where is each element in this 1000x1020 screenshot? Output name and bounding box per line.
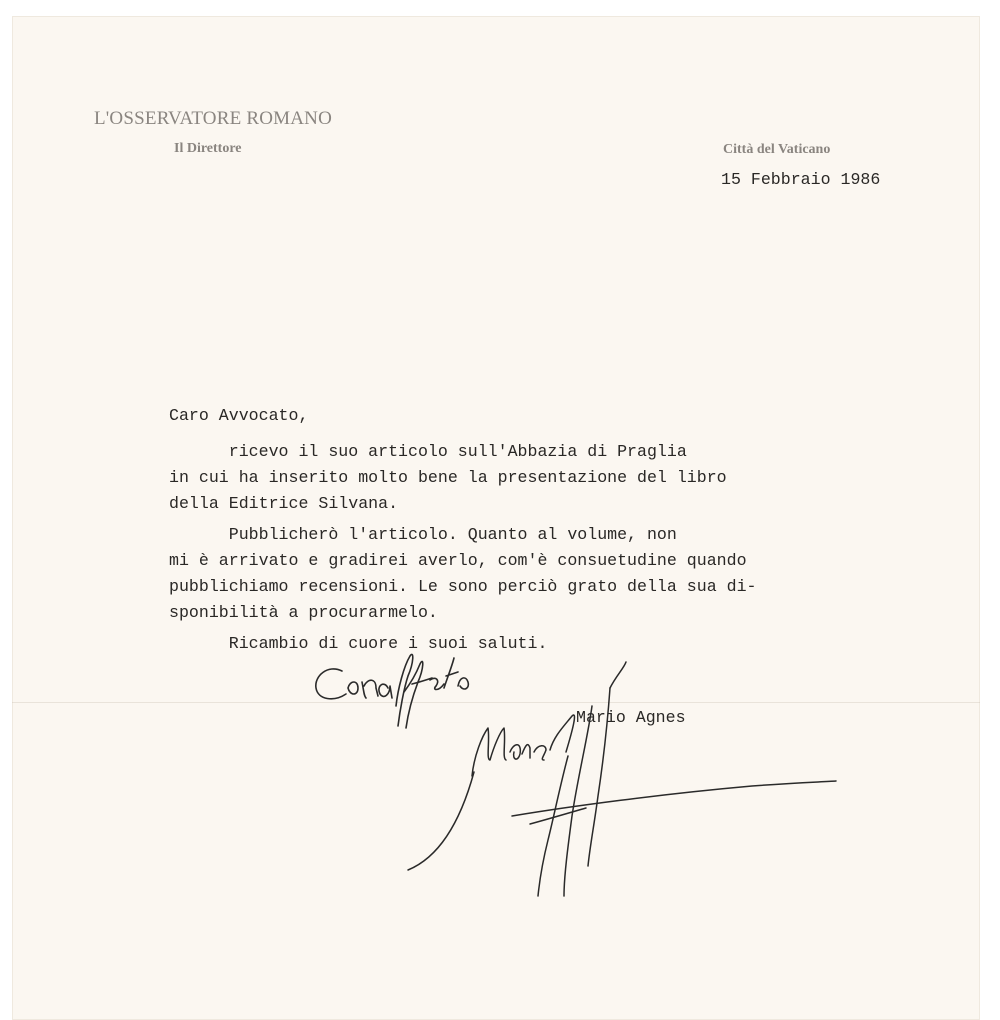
body-line: mi è arrivato e gradirei averlo, com'è consuetudine quando [169, 551, 747, 570]
letterhead-place: Città del Vaticano [723, 142, 831, 157]
body-line: ricevo il suo articolo sull'Abbazia di Praglia [169, 442, 687, 461]
body-line: Pubblicherò l'articolo. Quanto al volume, non [169, 525, 677, 544]
body-line: in cui ha inserito molto bene la presentazione del libro [169, 468, 727, 487]
salutation: Caro Avvocato, [169, 406, 309, 425]
letter-date: 15 Febbraio 1986 [721, 170, 881, 189]
handwriting-drawing [12, 16, 980, 1020]
body-line: Ricambio di cuore i suoi saluti. [169, 634, 548, 653]
paper-fold-line [12, 702, 980, 703]
letter-sheet [12, 16, 980, 1020]
letterhead-role: Il Direttore [174, 141, 242, 156]
letterhead-publication: L'OSSERVATORE ROMANO [94, 108, 332, 129]
signature [408, 662, 836, 896]
body-line: sponibilità a procurarmelo. [169, 603, 438, 622]
handwritten-closing [316, 654, 469, 728]
body-line: pubblichiamo recensioni. Le sono perciò grato della sua di- [169, 577, 757, 596]
body-line: della Editrice Silvana. [169, 494, 399, 513]
signer-name: Mario Agnes [576, 708, 686, 727]
